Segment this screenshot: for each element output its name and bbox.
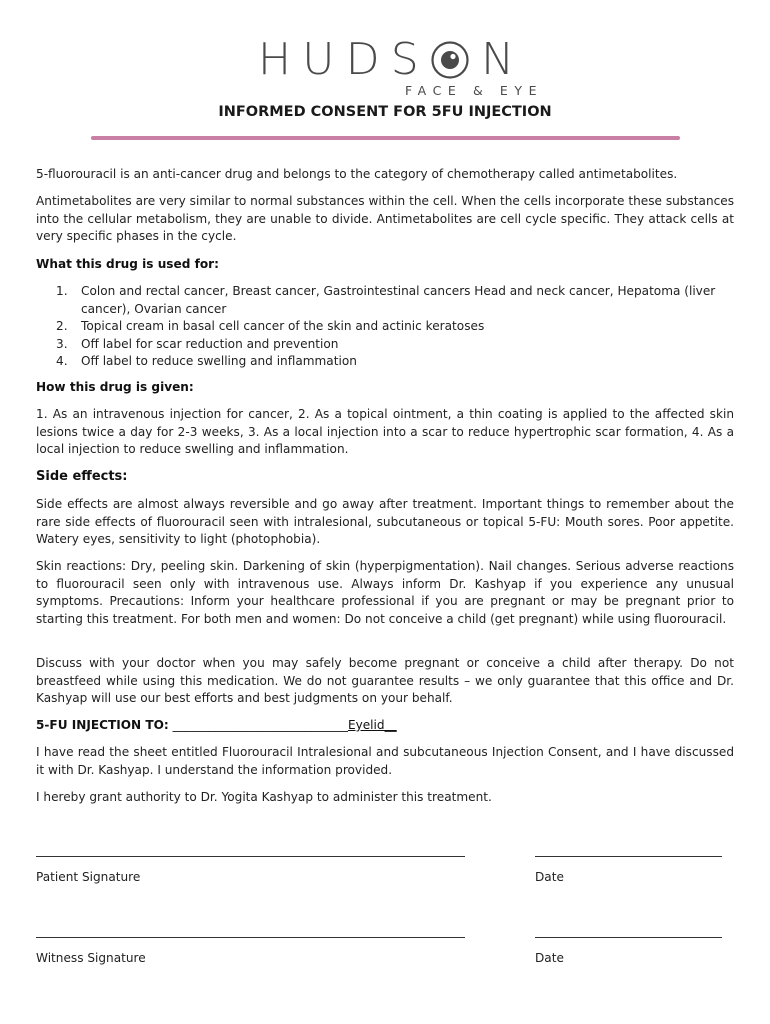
uses-heading: What this drug is used for: — [36, 257, 219, 271]
side-effects-heading: Side effects: — [36, 469, 128, 484]
list-item — [36, 353, 734, 371]
logo-wordmark — [258, 34, 514, 85]
list-text: Off label for scar reduction and prevention — [81, 336, 339, 351]
logo-letter: U — [302, 34, 335, 85]
intro-paragraph: 5-fluorouracil is an anti-cancer drug and belongs to the category of chemotherapy called antimetabolites. — [36, 167, 678, 181]
authority-paragraph: I hereby grant authority to Dr. Yogita Kashyap to administer this treatment. — [36, 790, 492, 804]
antimetabolites-paragraph: Antimetabolites are very similar to normal substances within the cell. When the cells incorporate these substances into the cellular metabolism, they are unable to divide. Antimetabolites are cell cycle specific. They attack cells at very specific phases in the cycle. — [36, 194, 734, 243]
list-item — [36, 283, 734, 318]
side-effects-paragraph-1: Side effects are almost always reversible and go away after treatment. Important things to remember about the rare side effects of fluorouracil seen with intralesional, subcutaneous or topical 5-FU: Mouth sores. Poor appetite. Watery eyes, sensitivity to light (photophobia). — [36, 497, 734, 546]
hudson-logo — [0, 34, 770, 98]
uses-list — [36, 283, 734, 371]
list-item — [36, 318, 734, 336]
logo-subtitle: FACE & EYE — [405, 83, 544, 98]
witness-signature-label: Witness Signature — [36, 951, 146, 965]
patient-signature-label: Patient Signature — [36, 870, 141, 884]
side-effects-paragraph-3: Discuss with your doctor when you may safely become pregnant or conceive a child after therapy. Do not breastfeed while using this medication. We do not guarantee results – we only guarantee that this office and Dr. Kashyap will use our best efforts and best judgments on your behalf. — [36, 656, 734, 705]
acknowledgement-paragraph: I have read the sheet entitled Fluorouracil Intralesional and subcutaneous Injection Consent, and I have discussed it with Dr. Kashyap. I understand the information provided. — [36, 745, 734, 777]
logo-letter: N — [481, 34, 514, 85]
list-text: Topical cream in basal cell cancer of the skin and actinic keratoses — [81, 319, 485, 333]
injection-label: 5-FU INJECTION TO: — [36, 718, 169, 732]
given-paragraph: 1. As an intravenous injection for cancer, 2. As a topical ointment, a thin coating is applied to the affected skin lesions twice a day for 2-3 weeks, 3. As a local injection into a scar to reduce hypertrophic scar formation, 4. As a local injection to reduce swelling and inflammation. — [36, 407, 734, 456]
list-text: Off label to reduce swelling and inflammation — [81, 354, 357, 368]
list-number: 1. — [56, 284, 68, 298]
witness-signature-line[interactable] — [36, 937, 465, 938]
injection-site-value[interactable]: Eyelid__ — [347, 718, 397, 732]
logo-letter: D — [345, 34, 380, 85]
witness-date-line[interactable] — [535, 937, 722, 938]
document-title: INFORMED CONSENT FOR 5FU INJECTION — [218, 104, 552, 120]
given-heading: How this drug is given: — [36, 380, 194, 394]
eye-icon — [430, 40, 470, 80]
list-number: 4. — [56, 354, 68, 368]
list-item — [36, 336, 734, 354]
injection-site-line — [36, 718, 397, 732]
witness-date-label: Date — [535, 951, 564, 965]
title-divider — [91, 136, 680, 140]
patient-date-label: Date — [535, 870, 564, 884]
logo-letter: H — [258, 34, 292, 85]
injection-blank: _____________________________ — [172, 718, 348, 732]
side-effects-paragraph-2: Skin reactions: Dry, peeling skin. Darkening of skin (hyperpigmentation). Nail changes. Serious adverse reactions to fluorouracil seen only with intravenous use. Always inform Dr. Kashyap if you experience any unusual symptoms. Precautions: Inform your healthcare professional if you are pregnant or may be pregnant prior to starting this treatment. For both men and women: Do not conceive a child (get pregnant) while using fluorouracil. — [36, 559, 734, 626]
list-number: 3. — [56, 336, 68, 351]
patient-signature-line[interactable] — [36, 856, 465, 857]
list-text: Colon and rectal cancer, Breast cancer, Gastrointestinal cancers Head and neck cancer, Hepatoma (liver cancer), Ovarian cancer — [81, 284, 716, 316]
patient-date-line[interactable] — [535, 856, 722, 857]
list-number: 2. — [56, 319, 68, 333]
logo-letter: S — [390, 34, 419, 85]
